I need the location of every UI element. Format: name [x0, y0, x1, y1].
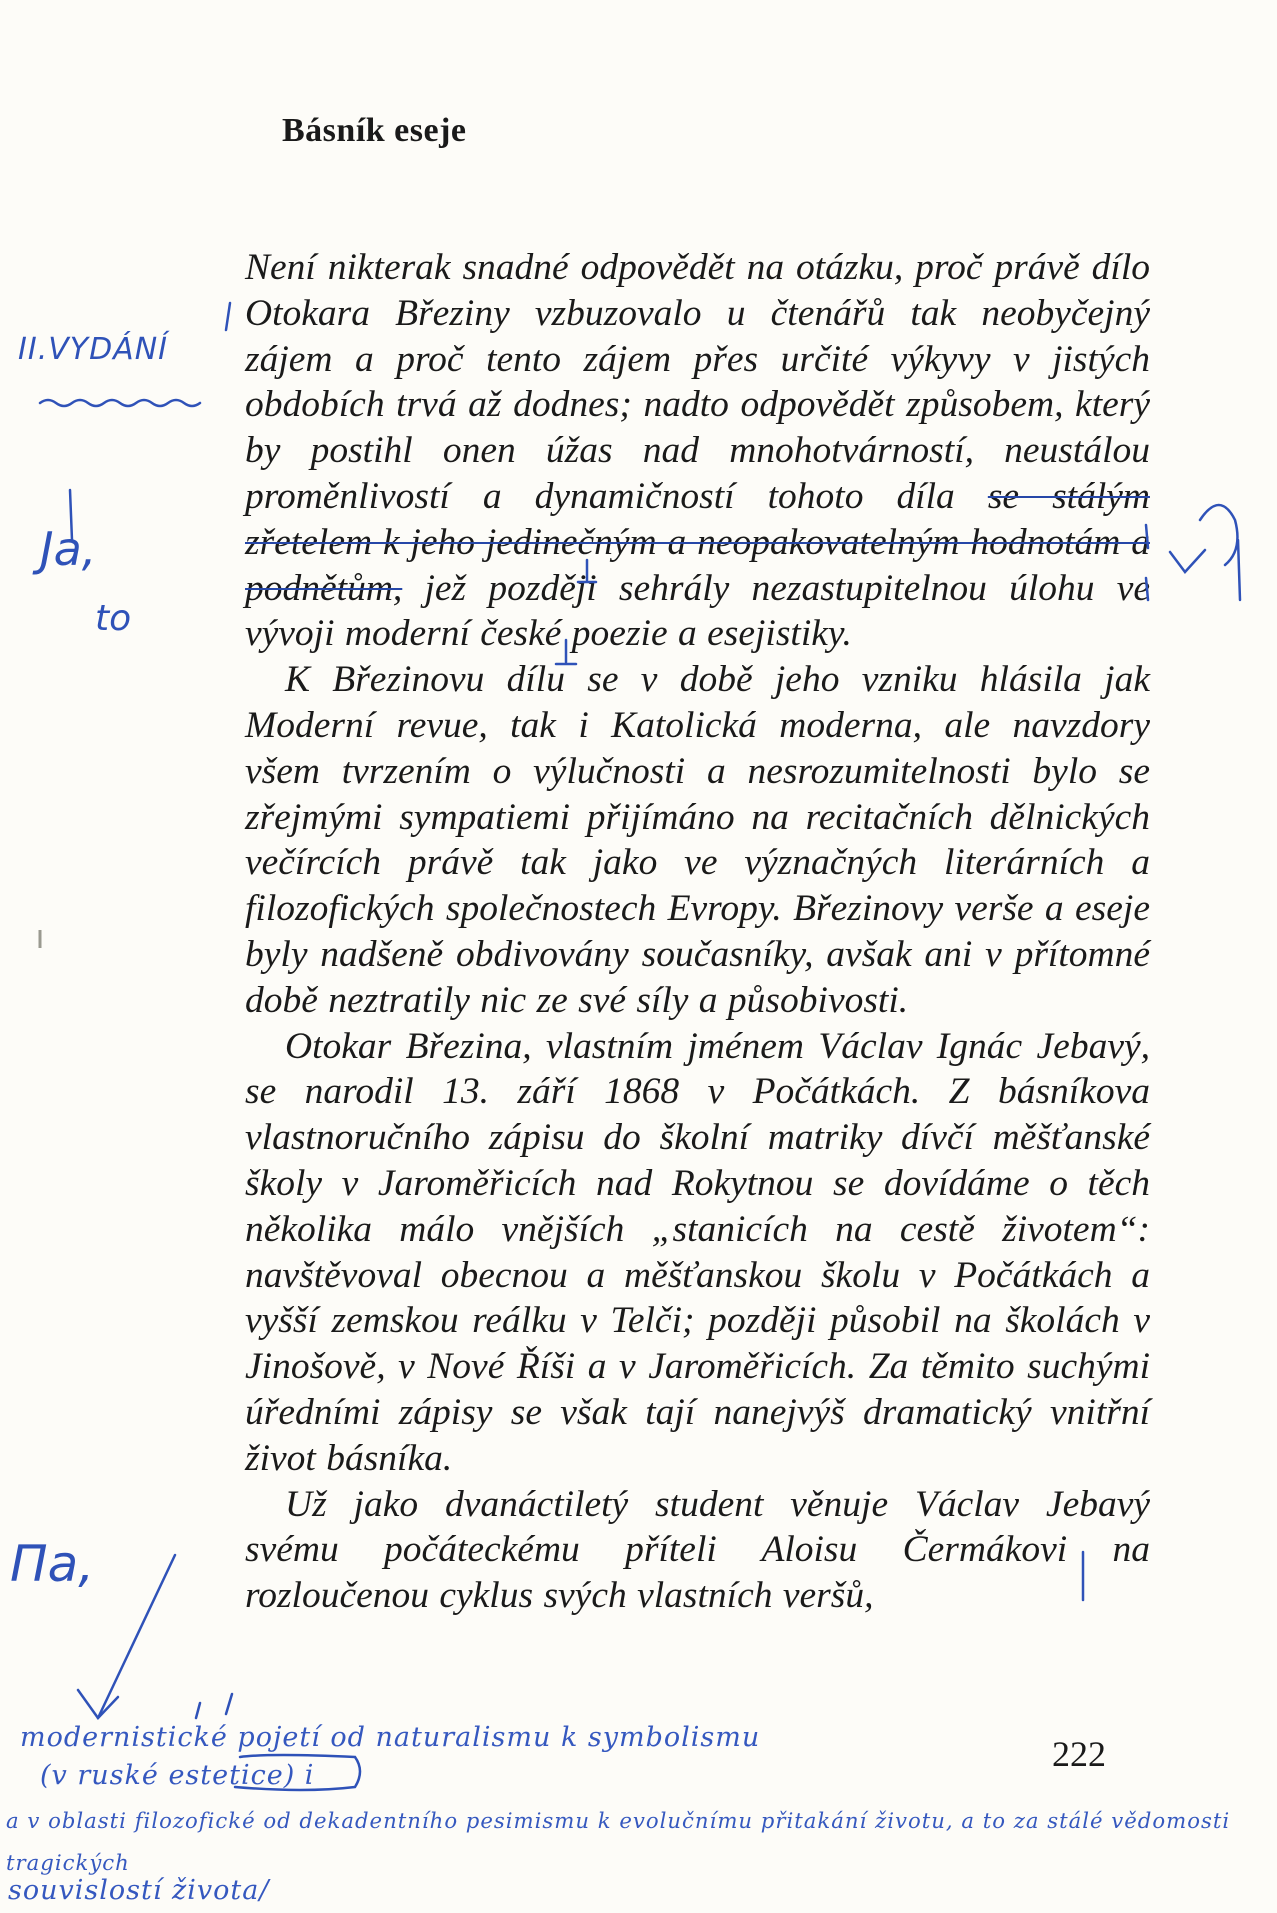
margin-note-to: to: [95, 598, 132, 639]
wavy-underline: [40, 400, 200, 406]
struck-passage: se stálým zřetelem k jeho jedinečným a neopakovatelným hodnotám a podnětům,: [245, 475, 1150, 609]
paragraph-1: [245, 245, 1150, 657]
paragraph-3: Otokar Březina, vlastním jménem Václav Ignác Jebavý, se narodil 13. září 1868 v Počátkách. Z básníkova vlastnoručního zápisu do školní matriky dívčí měšťanské školy v Jaroměřicích nad Rokytnou se dovídáme o těch několika málo vnějších „stanicích na cestě životem“: navštěvoval obecnou a měšťanskou školu v Počátkách a vyšší zemskou reálku v Telči; později působil na školách v Jinošově, v Nové Říši a v Jaroměřicích. Za těmito suchými úředními zápisy se však tají nanejvýš dramatický vnitřní život básníka.: [245, 1025, 1150, 1479]
handwritten-line-2: (v ruské estetice) i: [40, 1760, 315, 1791]
arrow-line: [98, 1555, 175, 1718]
paragraph-2: K Březinovu dílu se v době jeho vzniku hlásila jak Moderní revue, tak i Katolická moderna, ale navzdory všem tvrzením o výlučnosti a nesrozumitelnosti bylo se zřejmými sympatiemi přijímáno na recitačních dělnických večírcích právě tak jako ve význačných literárních a filozofických společnostech Evropy. Březinovy verše a eseje byly nadšeně obdivovány současníky, avšak ani v přítomné době neztratily nic ze své síly a působivosti.: [245, 659, 1150, 1021]
handwritten-line-3: a v oblasti filozofické od dekadentního pesimismu k evolučnímu přitakání životu, a to za stálé vědomosti tragických: [6, 1808, 1231, 1875]
delete-mark: [1170, 505, 1240, 600]
body-text: [245, 245, 1150, 1619]
paragraph-1-after: jež později sehrály nezastupitelnou úlohu ve vývoji moderní české poezie a esejistiky.: [245, 567, 1150, 655]
arrow-head: [78, 1690, 118, 1718]
stroke-mark-2: [196, 1703, 200, 1718]
page-title: Básník eseje: [282, 112, 467, 149]
paragraph-4: Už jako dvanáctiletý student věnuje Václav Jebavý svému počáteckému příteli Aloisu Čermákovi na rozloučenou cyklus svých vlastních veršů,: [245, 1483, 1150, 1617]
margin-note-ja: Ja,: [40, 522, 97, 576]
paragraph-1-before: Není nikterak snadné odpovědět na otázku, proč právě dílo Otokara Březiny vzbuzovalo u čtenářů tak neobyčejný zájem a proč tento zájem přes určité výkyvy v jistých obdobích trvá až dodnes; nadto odpovědět způsobem, který by postihl onen úžas nad mnohotvárností, neustálou proměnlivostí a dynamičností tohoto díla: [245, 247, 1150, 517]
handwritten-line-4: souvislostí života/: [8, 1875, 270, 1906]
margin-note-pa: Πa,: [10, 1535, 95, 1593]
stroke-mark-1: [226, 1694, 232, 1714]
bracket-mark: [226, 303, 230, 330]
margin-note-edition: II.VYDÁNÍ: [18, 332, 168, 367]
handwritten-line-1: modernistické pojetí od naturalismu k symbolismu: [20, 1722, 761, 1753]
page-number: 222: [1052, 1734, 1106, 1774]
